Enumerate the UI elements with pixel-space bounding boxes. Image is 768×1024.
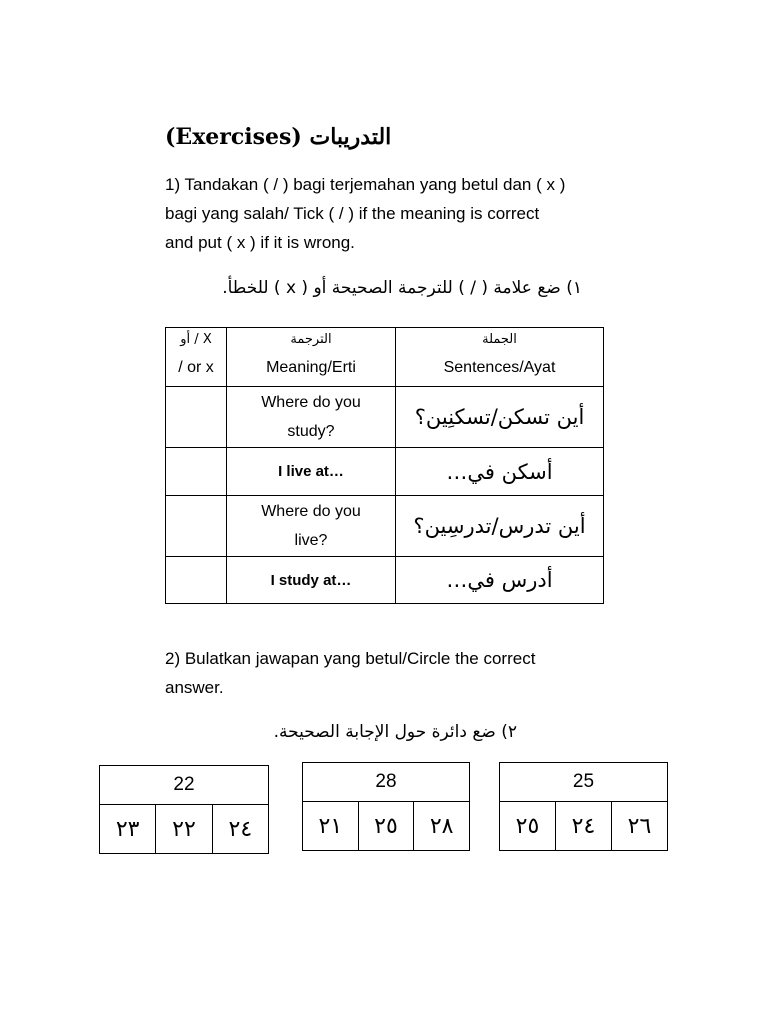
number-box-3 xyxy=(499,762,668,851)
meaning-text-line-1: I live at… xyxy=(278,463,344,480)
meaning-text-line-1: I study at… xyxy=(270,571,352,589)
question-1-line-2: bagi yang salah/ Tick ( / ) if the meaning is correct xyxy=(165,204,540,223)
question-1-instructions xyxy=(165,170,625,257)
meaning-text-line-2: live? xyxy=(294,532,328,549)
number-box-target: 22 xyxy=(100,766,269,805)
number-box-1 xyxy=(99,765,269,854)
header-mark-ar: X / أو xyxy=(180,332,212,347)
meaning-text-line-1: Where do you xyxy=(261,394,361,411)
sentence-cell: أدرس في… xyxy=(396,557,604,604)
answer-cell[interactable] xyxy=(166,448,227,496)
meaning-cell xyxy=(227,557,396,604)
question-2-line-1: 2) Bulatkan jawapan yang betul/Circle the correct xyxy=(165,649,536,668)
question-1-line-3: and put ( x ) if it is wrong. xyxy=(165,233,355,252)
question-2-arabic-instruction: ٢) ضع دائرة حول الإجابة الصحيحة. xyxy=(273,722,517,742)
meaning-cell xyxy=(227,496,396,557)
meaning-text-line-1: Where do you xyxy=(261,503,361,520)
answer-cell[interactable] xyxy=(166,496,227,557)
question-2-instructions xyxy=(165,644,625,702)
question-1-arabic-instruction: ١) ضع علامة ( / ) للترجمة الصحيحة أو ( x ) للخطأ. xyxy=(222,278,582,298)
number-option[interactable]: ٢٤ xyxy=(212,805,268,854)
number-option[interactable]: ٢٥ xyxy=(358,802,414,851)
sentence-cell: أين تدرس/تدرسِين؟ xyxy=(396,496,604,557)
table-header-row xyxy=(166,328,604,387)
header-meaning xyxy=(227,328,396,387)
question-1-line-1: 1) Tandakan ( / ) bagi terjemahan yang betul dan ( x ) xyxy=(165,175,566,194)
number-box-2 xyxy=(302,762,470,851)
number-option[interactable]: ٢٦ xyxy=(612,802,668,851)
number-option[interactable]: ٢٥ xyxy=(500,802,556,851)
table-row xyxy=(166,448,604,496)
meaning-text-line-2: study? xyxy=(287,423,335,440)
sentence-cell: أين تسكن/تسكنِين؟ xyxy=(396,387,604,448)
number-option[interactable]: ٢٢ xyxy=(156,805,212,854)
number-option[interactable]: ٢١ xyxy=(303,802,359,851)
sentence-cell: أسكن في… xyxy=(396,448,604,496)
page-title: التدريبات (Exercises) xyxy=(165,124,392,150)
header-meaning-ar: الترجمة xyxy=(290,332,332,347)
header-meaning-en: Meaning/Erti xyxy=(266,359,356,376)
header-sentence-en: Sentences/Ayat xyxy=(443,359,556,376)
answer-cell[interactable] xyxy=(166,557,227,604)
table-row xyxy=(166,557,604,604)
translation-table xyxy=(165,327,604,604)
number-box-target: 25 xyxy=(500,763,668,802)
meaning-cell xyxy=(227,387,396,448)
header-sentence xyxy=(396,328,604,387)
table-row xyxy=(166,496,604,557)
meaning-cell xyxy=(227,448,396,496)
number-option[interactable]: ٢٨ xyxy=(414,802,470,851)
number-box-target: 28 xyxy=(303,763,470,802)
header-sentence-ar: الجملة xyxy=(482,332,517,347)
header-mark-en: / or x xyxy=(178,359,214,376)
header-mark xyxy=(166,328,227,387)
number-option[interactable]: ٢٣ xyxy=(100,805,156,854)
question-2-line-2: answer. xyxy=(165,678,224,697)
number-option[interactable]: ٢٤ xyxy=(556,802,612,851)
answer-cell[interactable] xyxy=(166,387,227,448)
table-row xyxy=(166,387,604,448)
